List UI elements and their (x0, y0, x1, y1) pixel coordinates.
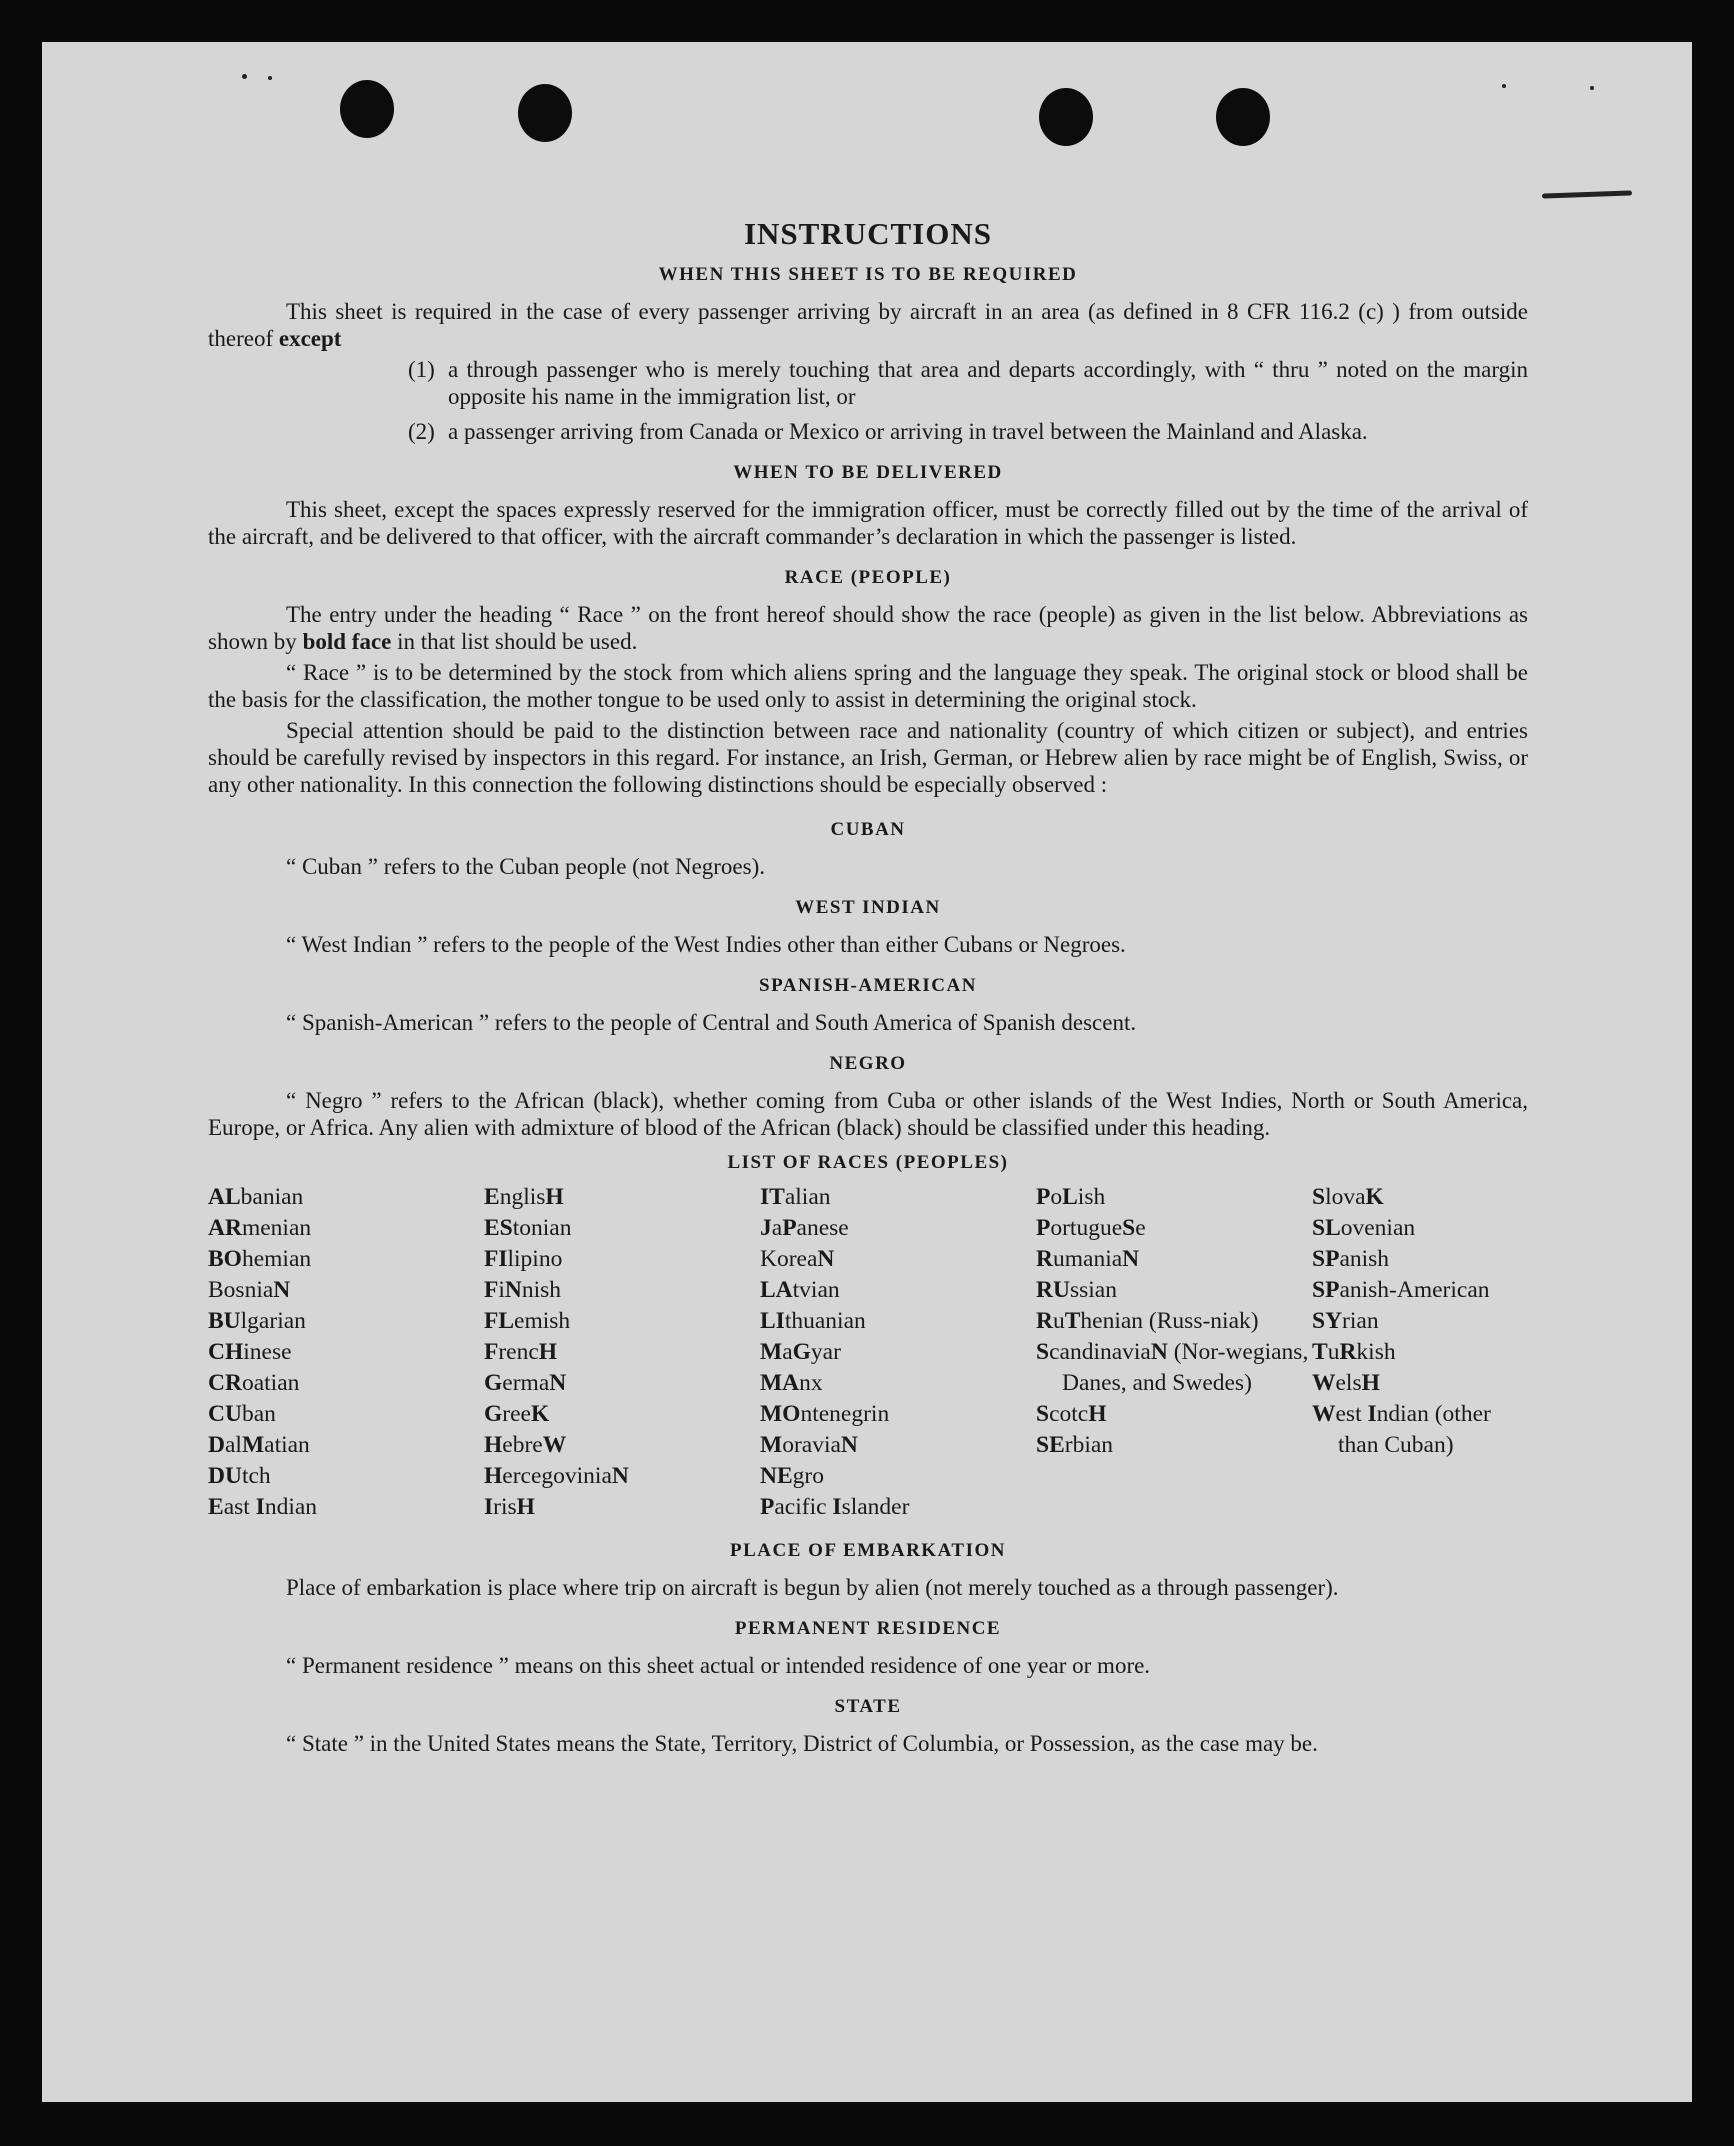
race-entry: BUlgarian (208, 1308, 306, 1334)
race-entry: WelsH (1312, 1370, 1380, 1396)
race-entry: SlovaK (1312, 1184, 1384, 1210)
paragraph-race-1: The entry under the heading “ Race ” on the front hereof should show the race (people) as given in the list below. Abbreviations as shown by bold face in that list should be used. (208, 602, 1528, 654)
race-entry: ScotcH (1036, 1401, 1107, 1427)
race-entry: RumaniaN (1036, 1246, 1140, 1272)
race-entry: FLemish (484, 1308, 571, 1334)
heading-list-of-races: LIST OF RACES (PEOPLES) (727, 1152, 1009, 1173)
punch-hole (518, 84, 572, 142)
race-entry: NEgro (760, 1463, 824, 1489)
paragraph-race-3: Special attention should be paid to the distinction between race and nationality (country of which citizen or subject), and entries should be carefully revised by inspectors in this regard. For instance, an Irish, German, or Hebrew alien by race might be of English, Swiss, or any other nationality. In this connection the following distinctions should be especially observed : (208, 718, 1528, 797)
instructions-content (208, 168, 1528, 1761)
heading-cuban: CUBAN (830, 819, 906, 840)
race-entry: DalMatian (208, 1432, 310, 1458)
race-entry: ScandinaviaN (Nor-wegians, Danes, and Swedes) (1036, 1339, 1309, 1396)
race-entry: RuThenian (Russ-niak) (1036, 1308, 1259, 1334)
race-entry: FrencH (484, 1339, 558, 1365)
race-entry: SLovenian (1312, 1215, 1416, 1241)
race-entry: West Indian (other than Cuban) (1312, 1401, 1491, 1458)
race-entry: BosniaN (208, 1277, 291, 1303)
pen-mark (1542, 190, 1632, 198)
race-entry: East Indian (208, 1494, 318, 1520)
paragraph-negro: “ Negro ” refers to the African (black), whether coming from Cuba or other islands of the West Indies, North or South America, Europe, or Africa. Any alien with admixture of blood of the African (black) should be classified under this heading. (208, 1088, 1528, 1140)
list-item: (1) a through passenger who is merely touching that area and departs accordingly, with “ thru ” noted on the margin opposite his name in the immigration list, or (408, 357, 1528, 409)
race-entry: FiNnish (484, 1277, 562, 1303)
race-entry: HebreW (484, 1432, 567, 1458)
race-entry: EStonian (484, 1215, 572, 1241)
punch-hole (1039, 88, 1093, 146)
paragraph-when-required: This sheet is required in the case of every passenger arriving by aircraft in an area (as defined in 8 CFR 116.2 (c) ) from outside thereof except (208, 299, 1528, 351)
race-column (208, 1182, 484, 1523)
paragraph-state: “ State ” in the United States means the State, Territory, District of Columbia, or Possession, as the case may be. (286, 1731, 1318, 1756)
race-entry: MoraviaN (760, 1432, 858, 1458)
race-entry: SPanish (1312, 1246, 1390, 1272)
heading-west-indian: WEST INDIAN (795, 897, 941, 918)
speck (1502, 84, 1506, 88)
race-column (1036, 1182, 1312, 1523)
race-list (208, 1182, 1528, 1523)
race-entry: JaPanese (760, 1215, 849, 1241)
race-entry: KoreaN (760, 1246, 835, 1272)
heading-residence: PERMANENT RESIDENCE (734, 1618, 1002, 1639)
race-entry: TuRkish (1312, 1339, 1396, 1365)
race-column (760, 1182, 1036, 1523)
race-entry: PortugueSe (1036, 1215, 1146, 1241)
race-entry: LAtvian (760, 1277, 840, 1303)
race-entry: EnglisH (484, 1184, 564, 1210)
race-entry: SErbian (1036, 1432, 1114, 1458)
heading-state: STATE (834, 1696, 902, 1717)
paragraph-spanish-american: “ Spanish-American ” refers to the people of Central and South America of Spanish descent. (286, 1010, 1137, 1035)
race-entry: CUban (208, 1401, 276, 1427)
heading-embarkation: PLACE OF EMBARKATION (730, 1540, 1006, 1561)
race-entry: MOntenegrin (760, 1401, 890, 1427)
race-entry: MaGyar (760, 1339, 841, 1365)
race-entry: ALbanian (208, 1184, 304, 1210)
race-entry: SPanish-American (1312, 1277, 1490, 1303)
heading-spanish-american: SPANISH-AMERICAN (759, 975, 977, 996)
race-entry: IrisH (484, 1494, 535, 1520)
race-column (1312, 1182, 1528, 1523)
race-entry: PoLish (1036, 1184, 1106, 1210)
paragraph-residence: “ Permanent residence ” means on this sheet actual or intended residence of one year or more. (286, 1653, 1151, 1678)
race-entry: RUssian (1036, 1277, 1117, 1303)
paragraph-race-2: “ Race ” is to be determined by the stock from which aliens spring and the language they speak. The original stock or blood shall be the basis for the classification, the mother tongue to be used only to assist in determining the original stock. (208, 660, 1528, 712)
heading-when-delivered: WHEN TO BE DELIVERED (733, 462, 1003, 483)
race-entry: CRoatian (208, 1370, 300, 1396)
paragraph-cuban: “ Cuban ” refers to the Cuban people (not Negroes). (286, 854, 766, 879)
speck (268, 76, 272, 80)
race-entry: GreeK (484, 1401, 550, 1427)
race-entry: ARmenian (208, 1215, 312, 1241)
speck (1590, 86, 1594, 90)
heading-when-required: WHEN THIS SHEET IS TO BE REQUIRED (658, 264, 1078, 285)
speck (242, 74, 247, 79)
race-entry: MAnx (760, 1370, 823, 1396)
race-entry: CHinese (208, 1339, 292, 1365)
race-entry: LIthuanian (760, 1308, 866, 1334)
race-entry: BOhemian (208, 1246, 312, 1272)
heading-negro: NEGRO (829, 1053, 907, 1074)
race-entry: GermaN (484, 1370, 567, 1396)
race-entry: FIlipino (484, 1246, 563, 1272)
paragraph-when-delivered: This sheet, except the spaces expressly reserved for the immigration officer, must be correctly filled out by the time of the arrival of the aircraft, and be delivered to that officer, with the aircraft commander’s declaration in which the passenger is listed. (208, 497, 1528, 549)
race-entry: Pacific Islander (760, 1494, 910, 1520)
punch-hole (340, 80, 394, 138)
list-item: (2) a passenger arriving from Canada or Mexico or arriving in travel between the Mainland and Alaska. (408, 419, 1368, 444)
paragraph-west-indian: “ West Indian ” refers to the people of the West Indies other than either Cubans or Negroes. (286, 932, 1126, 957)
page-title: INSTRUCTIONS (743, 216, 992, 251)
document-page (42, 42, 1692, 2102)
punch-hole (1216, 88, 1270, 146)
race-entry: ITalian (760, 1184, 831, 1210)
heading-race: RACE (PEOPLE) (784, 567, 952, 588)
race-entry: SYrian (1312, 1308, 1379, 1334)
race-entry: HercegoviniaN (484, 1463, 629, 1489)
paragraph-embarkation: Place of embarkation is place where trip on aircraft is begun by alien (not merely touched as a through passenger). (286, 1575, 1339, 1600)
race-column (484, 1182, 760, 1523)
race-entry: DUtch (208, 1463, 271, 1489)
